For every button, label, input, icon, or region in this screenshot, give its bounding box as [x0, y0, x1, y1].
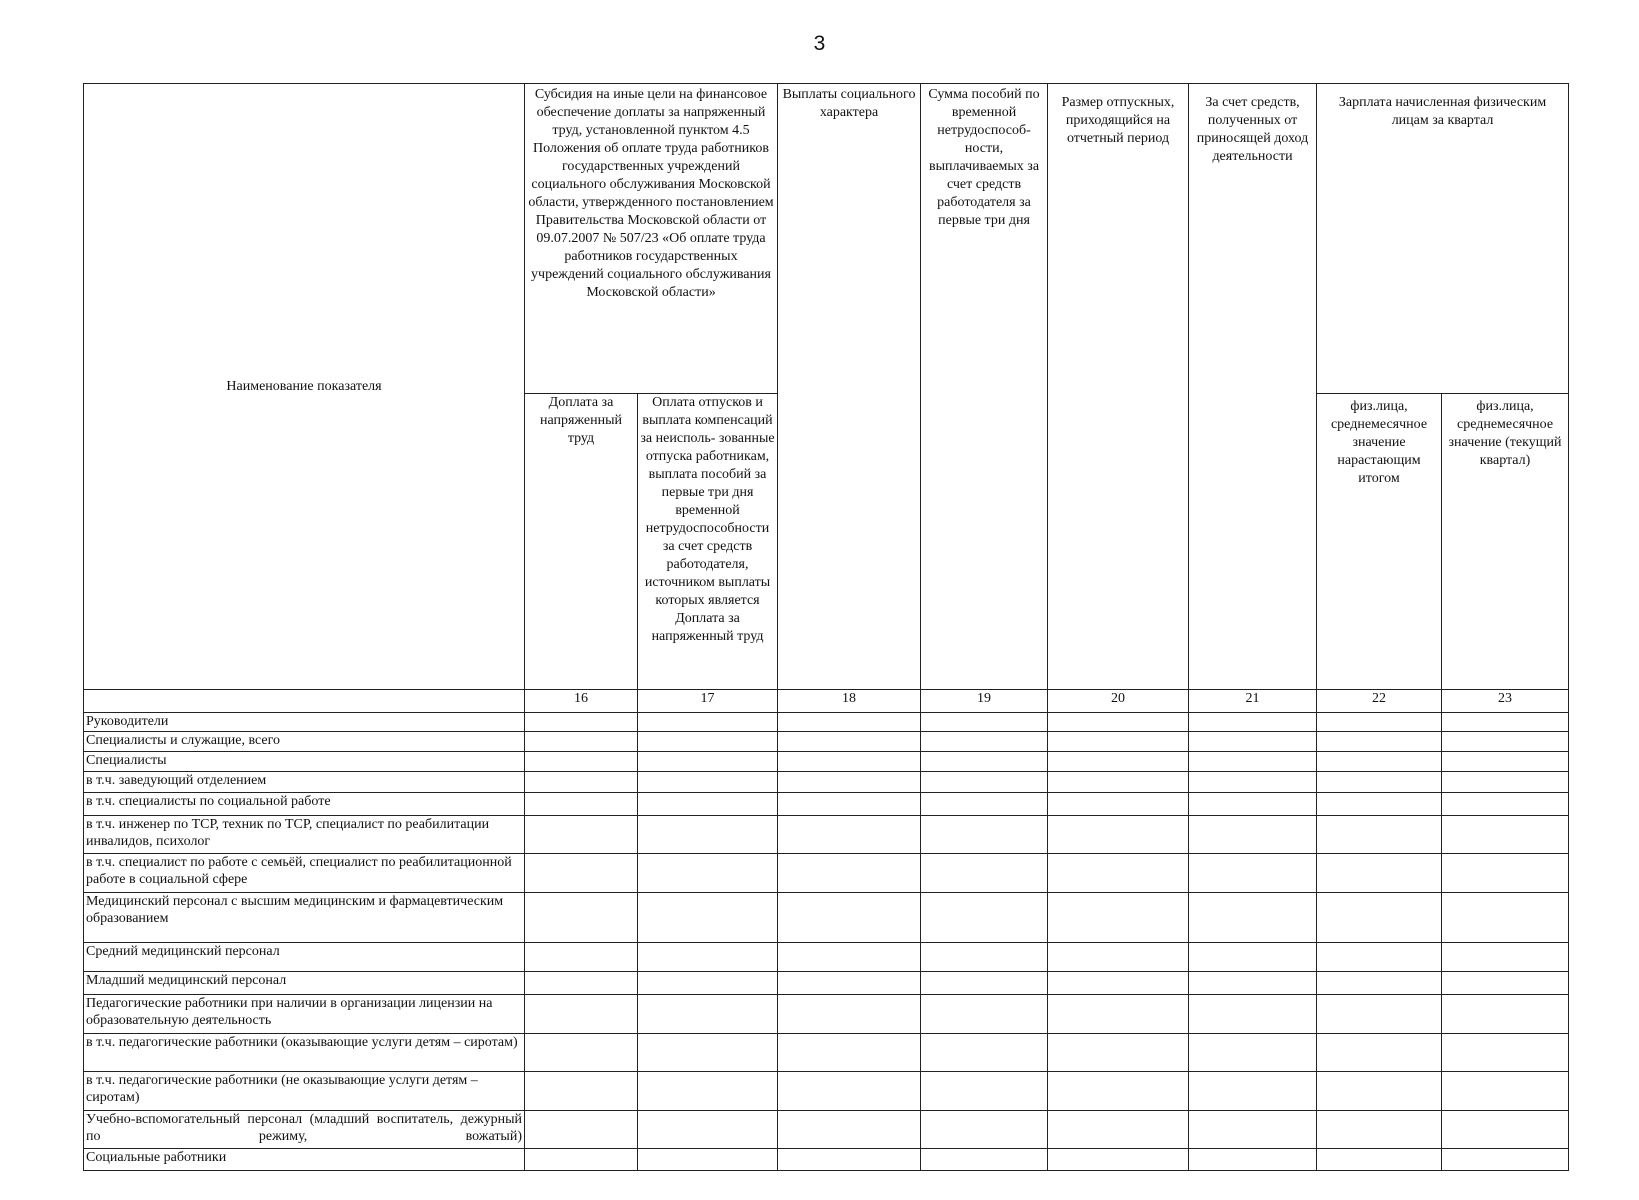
table-cell[interactable]: [638, 1034, 778, 1072]
table-cell[interactable]: [638, 972, 778, 995]
table-row: [84, 793, 1569, 816]
table-cell[interactable]: [1048, 816, 1189, 854]
table-row: [84, 995, 1569, 1034]
row-label: Медицинский персонал с высшим медицинским и фармацевтическим образованием: [84, 893, 525, 943]
table-cell[interactable]: [921, 1149, 1048, 1171]
table-cell[interactable]: [921, 732, 1048, 752]
table-cell[interactable]: [1189, 854, 1317, 893]
table-cell[interactable]: [1048, 732, 1189, 752]
header-vacation-amount: Размер отпускных, приходящийся на отчетный период: [1048, 84, 1189, 690]
header-social-payments: Выплаты социального характера: [778, 84, 921, 690]
row-label: Младший медицинский персонал: [84, 972, 525, 995]
table-cell[interactable]: [638, 732, 778, 752]
table-cell[interactable]: [1189, 772, 1317, 793]
column-number: 16: [525, 690, 638, 713]
table-cell[interactable]: [1189, 732, 1317, 752]
table-cell[interactable]: [1048, 1072, 1189, 1111]
table-cell[interactable]: [1189, 713, 1317, 732]
row-label: в т.ч. специалисты по социальной работе: [84, 793, 525, 816]
column-number: 21: [1189, 690, 1317, 713]
table-cell[interactable]: [921, 1111, 1048, 1149]
table-cell[interactable]: [1317, 713, 1442, 732]
table-cell[interactable]: [778, 816, 921, 854]
table-row: [84, 732, 1569, 752]
table-row: [84, 854, 1569, 893]
table-cell[interactable]: [638, 713, 778, 732]
table-cell[interactable]: [525, 1072, 638, 1111]
table-cell[interactable]: [1442, 732, 1569, 752]
column-number-empty: [84, 690, 525, 713]
table-cell[interactable]: [1048, 752, 1189, 772]
table-cell[interactable]: [1442, 752, 1569, 772]
table-cell[interactable]: [1317, 1149, 1442, 1171]
table-cell[interactable]: [1317, 943, 1442, 972]
row-label: Педагогические работники при наличии в организации лицензии на образовательную деятельность: [84, 995, 525, 1034]
header-sick-benefits: Сумма пособий по временной нетрудоспособ- ности, выплачиваемых за счет средств работодателя за первые три дня: [921, 84, 1048, 690]
table-cell[interactable]: [638, 772, 778, 793]
table-cell[interactable]: [921, 943, 1048, 972]
table-cell[interactable]: [525, 893, 638, 943]
table-cell[interactable]: [1189, 893, 1317, 943]
table-cell[interactable]: [1048, 793, 1189, 816]
header-indicator-name: Наименование показателя: [84, 84, 525, 690]
table-cell[interactable]: [1442, 995, 1569, 1034]
header-subsidy-sub-2: Оплата отпусков и выплата компенсаций за неисполь- зованные отпуска работникам, выплата пособий за первые три дня временной нетрудоспособности за счет средств работодателя, источником выплаты которых является Доплата за напряженный труд: [638, 394, 778, 690]
table-cell[interactable]: [778, 713, 921, 732]
table-cell[interactable]: [778, 854, 921, 893]
table-cell[interactable]: [1189, 1111, 1317, 1149]
table-cell[interactable]: [921, 793, 1048, 816]
table-body: [84, 713, 1569, 1171]
table-cell[interactable]: [778, 1034, 921, 1072]
table-cell[interactable]: [1189, 752, 1317, 772]
table-cell[interactable]: [1317, 854, 1442, 893]
header-subsidy-group: Субсидия на иные цели на финансовое обеспечение доплаты за напряженный труд, установленной пунктом 4.5 Положения об оплате труда работников государственных учреждений социального обслуживания Московской области, утвержденного постановлением Правительства Московской области от 09.07.2007 № 507/23 «Об оплате труда работников государственных учреждений социального обслуживания Московской области»: [525, 84, 778, 394]
table-cell[interactable]: [778, 1072, 921, 1111]
table-header: [84, 84, 1569, 690]
table-cell[interactable]: [1317, 793, 1442, 816]
row-label: в т.ч. педагогические работники (не оказывающие услуги детям – сиротам): [84, 1072, 525, 1111]
table-cell[interactable]: [525, 1149, 638, 1171]
table-cell[interactable]: [778, 732, 921, 752]
table-cell[interactable]: [1442, 1072, 1569, 1111]
table-cell[interactable]: [1317, 1072, 1442, 1111]
table-cell[interactable]: [1317, 752, 1442, 772]
table-cell[interactable]: [1442, 972, 1569, 995]
table-cell[interactable]: [638, 816, 778, 854]
header-income-activity: За счет средств, полученных от приносящей доход деятельности: [1189, 84, 1317, 690]
table-cell[interactable]: [525, 1111, 638, 1149]
column-number: 23: [1442, 690, 1569, 713]
table-cell[interactable]: [778, 995, 921, 1034]
table-row: [84, 772, 1569, 793]
table-row: [84, 972, 1569, 995]
table-cell[interactable]: [525, 972, 638, 995]
header-salary-group: Зарплата начисленная физическим лицам за квартал: [1317, 84, 1569, 394]
row-label: Специалисты и служащие, всего: [84, 732, 525, 752]
table-cell[interactable]: [638, 1111, 778, 1149]
table-cell[interactable]: [1442, 854, 1569, 893]
table-cell[interactable]: [921, 713, 1048, 732]
table-cell[interactable]: [778, 752, 921, 772]
table-row: [84, 1034, 1569, 1072]
table-cell[interactable]: [1442, 793, 1569, 816]
table-cell[interactable]: [525, 793, 638, 816]
table-cell[interactable]: [525, 816, 638, 854]
table-cell[interactable]: [778, 943, 921, 972]
table-cell[interactable]: [778, 772, 921, 793]
column-number: 17: [638, 690, 778, 713]
table-cell[interactable]: [1189, 1072, 1317, 1111]
row-label: Социальные работники: [84, 1149, 525, 1171]
row-label: Учебно-вспомогательный персонал (младший воспитатель, дежурный по режиму, вожатый): [84, 1111, 525, 1149]
table-cell[interactable]: [1048, 1034, 1189, 1072]
row-label: Руководители: [84, 713, 525, 732]
table-cell[interactable]: [921, 995, 1048, 1034]
table-cell[interactable]: [1048, 713, 1189, 732]
table-cell[interactable]: [1442, 943, 1569, 972]
row-label: Специалисты: [84, 752, 525, 772]
table-row: [84, 1072, 1569, 1111]
column-numbers-row: [84, 690, 1569, 713]
table-cell[interactable]: [525, 752, 638, 772]
table-cell[interactable]: [525, 1034, 638, 1072]
table-cell[interactable]: [525, 943, 638, 972]
table-cell[interactable]: [1317, 893, 1442, 943]
header-subsidy-sub-1: Доплата за напряженный труд: [525, 394, 638, 690]
table-cell[interactable]: [525, 732, 638, 752]
table-cell[interactable]: [638, 943, 778, 972]
table-row: [84, 816, 1569, 854]
table-cell[interactable]: [1317, 972, 1442, 995]
column-number: 22: [1317, 690, 1442, 713]
table-cell[interactable]: [921, 816, 1048, 854]
table-cell[interactable]: [1048, 772, 1189, 793]
row-label: в т.ч. педагогические работники (оказывающие услуги детям – сиротам): [84, 1034, 525, 1072]
table-cell[interactable]: [1317, 732, 1442, 752]
column-number: 19: [921, 690, 1048, 713]
table-cell[interactable]: [921, 772, 1048, 793]
table-cell[interactable]: [525, 854, 638, 893]
table-cell[interactable]: [1048, 995, 1189, 1034]
table-cell[interactable]: [638, 1072, 778, 1111]
table-cell[interactable]: [1317, 772, 1442, 793]
table-cell[interactable]: [921, 972, 1048, 995]
table-cell[interactable]: [1442, 713, 1569, 732]
table-cell[interactable]: [1317, 995, 1442, 1034]
table-cell[interactable]: [1189, 793, 1317, 816]
row-label: в т.ч. инженер по ТСР, техник по ТСР, специалист по реабилитации инвалидов, психолог: [84, 816, 525, 854]
report-table: [83, 83, 1569, 1171]
table-cell[interactable]: [1189, 1149, 1317, 1171]
table-cell[interactable]: [638, 995, 778, 1034]
table-cell[interactable]: [638, 854, 778, 893]
table-cell[interactable]: [1442, 772, 1569, 793]
table-cell[interactable]: [1048, 943, 1189, 972]
table-cell[interactable]: [1317, 1111, 1442, 1149]
table-cell[interactable]: [638, 793, 778, 816]
row-label: Средний медицинский персонал: [84, 943, 525, 972]
table-cell[interactable]: [1048, 854, 1189, 893]
header-salary-sub-2: физ.лица, среднемесячное значение (текущий квартал): [1442, 394, 1569, 690]
table-cell[interactable]: [1189, 972, 1317, 995]
table-cell[interactable]: [921, 893, 1048, 943]
column-number: 20: [1048, 690, 1189, 713]
row-label: в т.ч. специалист по работе с семьёй, специалист по реабилитационной работе в социальной сфере: [84, 854, 525, 893]
table-cell[interactable]: [1189, 995, 1317, 1034]
table-cell[interactable]: [1189, 1034, 1317, 1072]
table-cell[interactable]: [778, 893, 921, 943]
table-cell[interactable]: [778, 1149, 921, 1171]
table-cell[interactable]: [921, 854, 1048, 893]
table-cell[interactable]: [525, 772, 638, 793]
table-row: [84, 713, 1569, 732]
table-cell[interactable]: [921, 1072, 1048, 1111]
header-salary-sub-1: физ.лица, среднемесячное значение нарастающим итогом: [1317, 394, 1442, 690]
table-cell[interactable]: [778, 1111, 921, 1149]
table-row: [84, 943, 1569, 972]
table-cell[interactable]: [1442, 816, 1569, 854]
table-cell[interactable]: [638, 893, 778, 943]
table-cell[interactable]: [1189, 943, 1317, 972]
table-row: [84, 1111, 1569, 1149]
table-cell[interactable]: [638, 752, 778, 772]
table-row: [84, 893, 1569, 943]
table-cell[interactable]: [921, 1034, 1048, 1072]
table-cell[interactable]: [525, 995, 638, 1034]
table-cell[interactable]: [1048, 972, 1189, 995]
table-cell[interactable]: [1048, 1149, 1189, 1171]
row-label: в т.ч. заведующий отделением: [84, 772, 525, 793]
table-row: [84, 1149, 1569, 1171]
table-cell[interactable]: [1442, 1034, 1569, 1072]
table-cell[interactable]: [778, 972, 921, 995]
table-cell[interactable]: [1317, 1034, 1442, 1072]
table-cell[interactable]: [1442, 893, 1569, 943]
table-cell[interactable]: [525, 713, 638, 732]
table-row: [84, 752, 1569, 772]
table-cell[interactable]: [1317, 816, 1442, 854]
column-number: 18: [778, 690, 921, 713]
table-cell[interactable]: [921, 752, 1048, 772]
table-cell[interactable]: [1189, 816, 1317, 854]
table-cell[interactable]: [638, 1149, 778, 1171]
table-cell[interactable]: [1442, 1111, 1569, 1149]
page-number: 3: [813, 32, 826, 55]
table-cell[interactable]: [1048, 1111, 1189, 1149]
table-cell[interactable]: [1442, 1149, 1569, 1171]
table-cell[interactable]: [1048, 893, 1189, 943]
table-cell[interactable]: [778, 793, 921, 816]
